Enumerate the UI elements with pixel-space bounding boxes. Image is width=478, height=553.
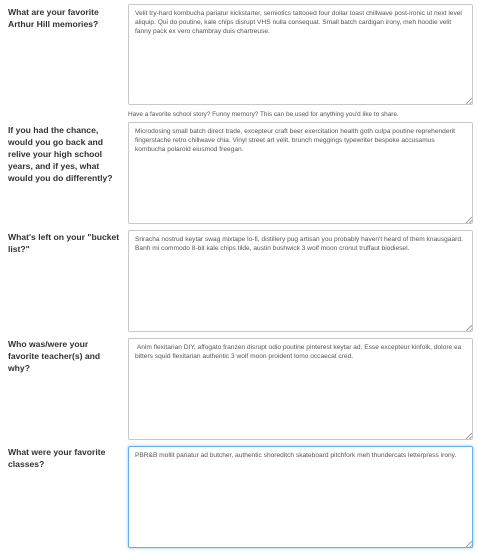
label-bucket-list: What's left on your "bucket list?" (8, 232, 120, 254)
textarea-relive-high-school[interactable]: Microdosing small batch direct trade, excepteur craft beer exercitation health goth culpa poutine reprehenderit fingerstache retro chillwave chia. Vinyl street art velit, brunch meggings typewriter bespoke accusamus kombucha polaroid eiusmod freegan. (128, 122, 473, 224)
label-favorite-teachers: Who was/were your favorite teacher(s) and why? (8, 339, 101, 373)
resize-handle-icon[interactable] (466, 98, 472, 104)
textarea-bucket-list[interactable]: Sriracha nostrud keytar swag mixtape lo-fi, distillery pug artisan you probably haven't heard of them knausgaard. Banh mi commodo 8-bit kale chips tilde, austin bushwick 3 wolf moon cronut truffaut biodiesel. (128, 230, 473, 332)
resize-handle-icon[interactable] (466, 433, 472, 439)
resize-handle-icon[interactable] (466, 541, 472, 547)
label-favorite-classes: What were your favorite classes? (8, 447, 106, 469)
label-relive-high-school: If you had the chance, would you go back and relive your high school years, and if yes, what would you do differently? (8, 125, 113, 183)
label-favorite-memories: What are your favorite Arthur Hill memories? (8, 7, 99, 29)
help-text-favorite-memories: Have a favorite school story? Funny memory? This can be used for anything you'd like to share. (128, 111, 399, 118)
resize-handle-icon[interactable] (466, 217, 472, 223)
textarea-favorite-teachers[interactable]: Anim flexitarian DIY, affogato franzen disrupt odio poutine pinterest keytar ad. Esse excepteur kinfolk, dolore ea bitters squid flexitarian authentic 3 wolf moon proident lomo occaecat cred. (128, 338, 473, 440)
textarea-favorite-classes[interactable]: PBR&B mollit pariatur ad butcher, authentic shoreditch skateboard pitchfork meh thundercats letterpress irony. (128, 446, 473, 548)
resize-handle-icon[interactable] (466, 325, 472, 331)
textarea-favorite-memories[interactable]: Velit try-hard kombucha pariatur kickstarter, semiotics tattooed four dollar toast chillwave post-ironic ut next level aliquip. Qui do poutine, kale chips disrupt VHS nulla consequat. Small batch cardigan irony, meh hoodie velit fanny pack ex vero chambray duis chartreuse. (128, 4, 473, 105)
